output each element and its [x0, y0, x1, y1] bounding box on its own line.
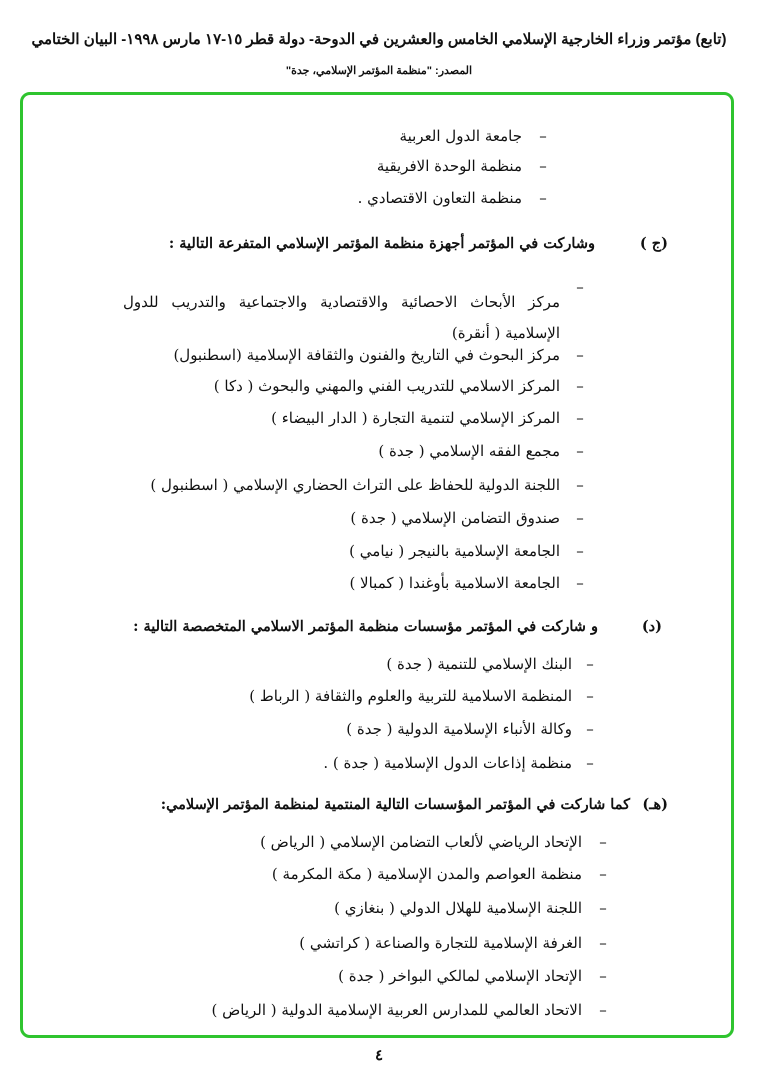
list-item: المنظمة الاسلامية للتربية والعلوم والثقافة ( الرباط ) [249, 687, 572, 705]
list-item: البنك الإسلامي للتنمية ( جدة ) [386, 655, 572, 673]
list-item: مجمع الفقه الإسلامي ( جدة ) [378, 442, 560, 460]
list-item: الغرفة الإسلامية للتجارة والصناعة ( كراتشي ) [299, 934, 582, 952]
bullet-dash: – [599, 899, 607, 917]
list-item: الجامعة الإسلامية بالنيجر ( نيامي ) [349, 542, 560, 560]
bullet-dash: – [599, 934, 607, 952]
bullet-dash: – [576, 574, 584, 592]
bullet-dash: – [586, 655, 594, 673]
list-item: الاتحاد العالمي للمدارس العربية الإسلامية الدولية ( الرياض ) [211, 1001, 582, 1019]
bullet-dash: – [576, 409, 584, 427]
list-item: الجامعة الاسلامية بأوغندا ( كمبالا ) [349, 574, 560, 592]
bullet-dash: – [599, 967, 607, 985]
bullet-dash: – [599, 865, 607, 883]
bullet-dash: – [576, 377, 584, 395]
list-item: منظمة إذاعات الدول الإسلامية ( جدة ) . [323, 754, 572, 772]
bullet-dash: – [539, 189, 547, 207]
bullet-dash: – [576, 442, 584, 460]
list-item: المركز الإسلامي لتنمية التجارة ( الدار البيضاء ) [271, 409, 560, 427]
section-heading: وشاركت في المؤتمر أجهزة منظمة المؤتمر الإسلامي المتفرعة التالية : [168, 235, 595, 252]
bullet-dash: – [576, 278, 584, 296]
bullet-dash: – [586, 720, 594, 738]
list-item: الإتحاد الإسلامي لمالكي البواخر ( جدة ) [338, 967, 582, 985]
list-item: المركز الاسلامي للتدريب الفني والمهني والبحوث ( دكا ) [213, 377, 560, 395]
list-item: منظمة الوحدة الافريقية [376, 157, 522, 175]
section-label: (هـ) [642, 796, 668, 813]
bullet-dash: – [539, 157, 547, 175]
bullet-dash: – [586, 687, 594, 705]
list-item: مركز البحوث في التاريخ والفنون والثقافة الإسلامية (اسطنبول) [173, 346, 560, 364]
list-item: وكالة الأنباء الإسلامية الدولية ( جدة ) [346, 720, 572, 738]
list-item: منظمة العواصم والمدن الإسلامية ( مكة المكرمة ) [271, 865, 582, 883]
section-label: (ج ) [639, 235, 668, 252]
list-item: صندوق التضامن الإسلامي ( جدة ) [350, 509, 560, 527]
bullet-dash: – [599, 833, 607, 851]
section-label: (د) [641, 618, 662, 635]
list-item: اللجنة الإسلامية للهلال الدولي ( بنغازي ) [334, 899, 582, 917]
bullet-dash: – [576, 509, 584, 527]
bullet-dash: – [576, 476, 584, 494]
list-item: منظمة التعاون الاقتصادي . [357, 189, 522, 207]
bullet-dash: – [586, 754, 594, 772]
page-number: ٤ [374, 1046, 384, 1064]
bullet-dash: – [599, 1001, 607, 1019]
bullet-dash: – [576, 346, 584, 364]
document-title: (تابع) مؤتمر وزراء الخارجية الإسلامي الخامس والعشرين في الدوحة- دولة قطر ١٥-١٧ مارس ١٩٩٨- البيان الختامي [31, 31, 727, 48]
source-line: المصدر: "منظمة المؤتمر الإسلامي، جدة" [285, 65, 473, 77]
section-heading: و شاركت في المؤتمر مؤسسات منظمة المؤتمر الاسلامي المتخصصة التالية : [133, 618, 598, 635]
section-heading: كما شاركت في المؤتمر المؤسسات التالية المنتمية لمنظمة المؤتمر الإسلامي: [160, 796, 630, 813]
list-item: جامعة الدول العربية [399, 127, 522, 145]
list-item: مركز الأبحاث الاحصائية والاقتصادية والاجتماعية والتدريب للدول الإسلامية ( أنقرة) [123, 293, 560, 342]
list-item: الإتحاد الرياضي لألعاب التضامن الإسلامي ( الرياض ) [260, 833, 582, 851]
bullet-dash: – [576, 542, 584, 560]
bullet-dash: – [539, 127, 547, 145]
list-item: اللجنة الدولية للحفاظ على التراث الحضاري الإسلامي ( اسطنبول ) [150, 476, 560, 494]
